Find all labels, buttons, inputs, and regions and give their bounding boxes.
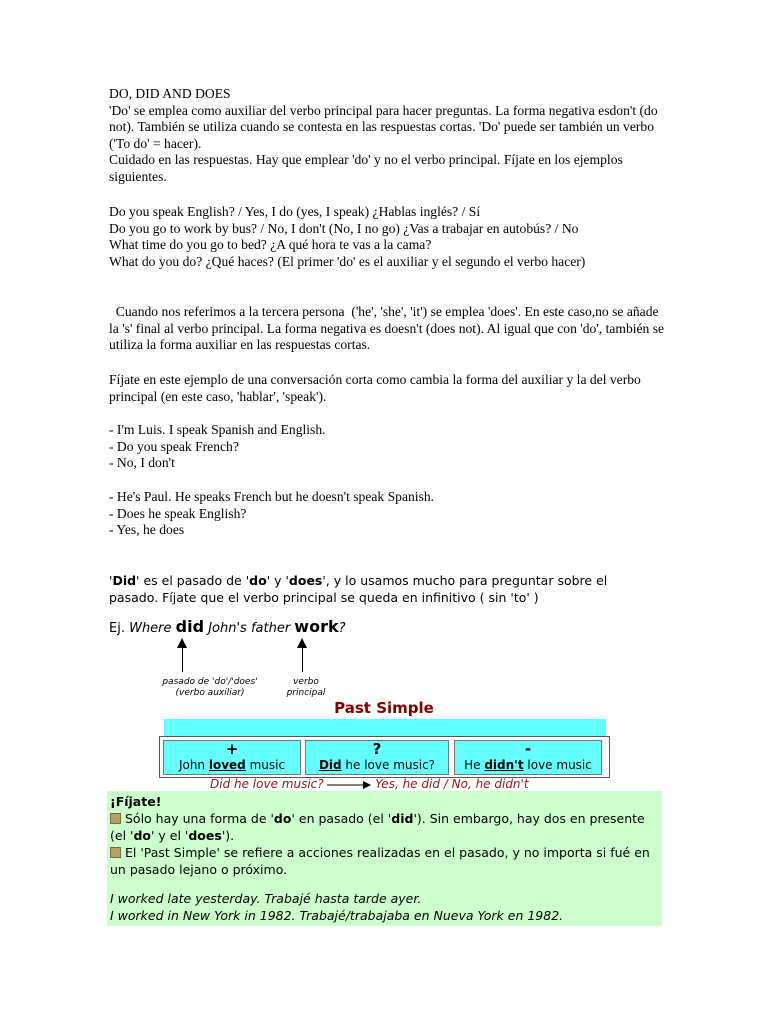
dialog-2 <box>109 489 669 539</box>
do-word: do <box>249 573 267 588</box>
intro-paragraph: Cuidado en las respuestas. Hay que emplear 'do' y no el verbo principal. Fíjate en los ejemplos siguientes. <box>109 152 623 184</box>
fijate-heading: ¡Fíjate! <box>110 794 162 809</box>
arrow-line <box>302 646 303 672</box>
past-simple-band <box>164 719 606 737</box>
example-did: did <box>175 617 205 636</box>
intro-paragraph: 'Do' se emplea como auxiliar del verbo principal para hacer preguntas. La forma negativa esdon't (do not). También se utiliza cuando se contesta en las respuestas cortas. 'Do' puede ser también un verbo ('To do' = hacer). <box>109 102 658 151</box>
examples-block <box>109 204 669 270</box>
did-word: Did <box>112 573 137 588</box>
dialog-line: - Do you speak French? <box>109 438 239 454</box>
example-line: Do you go to work by bus? / No, I don't (No, I no go) ¿Vas a trabajar en autobús? / No <box>109 220 579 236</box>
example-line: Do you speak English? / Yes, I do (yes, I speak) ¿Hablas inglés? / Sí <box>109 204 481 219</box>
bullet-icon <box>110 813 121 824</box>
fijate-content <box>107 791 660 924</box>
dialog-line: - No, I don't <box>109 455 175 470</box>
example-line: What do you do? ¿Qué haces? (El primer 'do' es el auxiliar y el segundo el verbo hacer) <box>109 253 586 269</box>
does-paragraph: Cuando nos referimos a la tercera persona ('he', 'she', 'it') se emplea 'does'. En este caso,no se añade la 's' final al verbo principal. La forma negativa es doesn't (does not). Al igual que con 'do', también se utiliza la forma auxiliar en las respuestas cortas. <box>109 304 668 352</box>
did-paragraph: 'Did' es el pasado de 'do' y 'does', y lo usamos mucho para preguntar sobre el pasado. Fíjate que el verbo principal se queda en infinitivo ( sin 'to' ) <box>109 573 608 605</box>
bullet-icon <box>110 847 121 858</box>
dialog-line: - Yes, he does <box>109 522 185 537</box>
example-sentence: Ej. Where did John's father work? <box>109 617 346 636</box>
does-word: does <box>288 573 323 588</box>
page-title: DO, DID AND DOES <box>109 86 231 101</box>
annotation-did: pasado de 'do'/'does' (verbo auxiliar) <box>162 677 258 698</box>
past-simple-affirmative: + John loved music <box>163 740 301 775</box>
conversation-intro: Fíjate en este ejemplo de una conversación corta como cambia la forma del auxiliar y la del verbo principal (en este caso, 'hablar', 'speak'). <box>109 372 641 404</box>
fijate-example: I worked in New York in 1982. Trabajé/trabajaba en Nueva York en 1982. <box>110 908 564 923</box>
arrow-line <box>182 646 183 672</box>
intro-block <box>109 86 669 185</box>
past-simple-negative: - He didn't love music <box>454 740 602 775</box>
dialog-line: - Does he speak English? <box>109 505 247 521</box>
past-simple-table <box>159 736 610 778</box>
past-simple-example: Did he love music? Yes, he did / No, he didn't <box>210 777 529 791</box>
fijate-box <box>107 791 662 926</box>
fijate-bullet-1: Sólo hay una forma de 'do' en pasado (el 'did'). Sin embargo, hay dos en presente (el 'do' y el 'does'). <box>110 811 645 843</box>
arrow-right-icon <box>327 780 371 790</box>
past-simple-title: Past Simple <box>334 699 434 717</box>
dialog-1 <box>109 422 669 472</box>
example-work: work <box>294 617 339 636</box>
example-line: What time do you go to bed? ¿A qué hora te vas a la cama? <box>109 237 432 252</box>
past-simple-question: ? Did he love music? <box>305 740 449 775</box>
annotation-work: verbo principal <box>286 677 326 698</box>
dialog-line: - He's Paul. He speaks French but he doesn't speak Spanish. <box>109 489 435 504</box>
fijate-bullet-2: El 'Past Simple' se refiere a acciones realizadas en el pasado, y no importa si fué en un pasado lejano o próximo. <box>110 845 650 877</box>
dialog-line: - I'm Luis. I speak Spanish and English. <box>109 422 326 437</box>
fijate-example: I worked late yesterday. Trabajé hasta tarde ayer. <box>110 891 422 906</box>
